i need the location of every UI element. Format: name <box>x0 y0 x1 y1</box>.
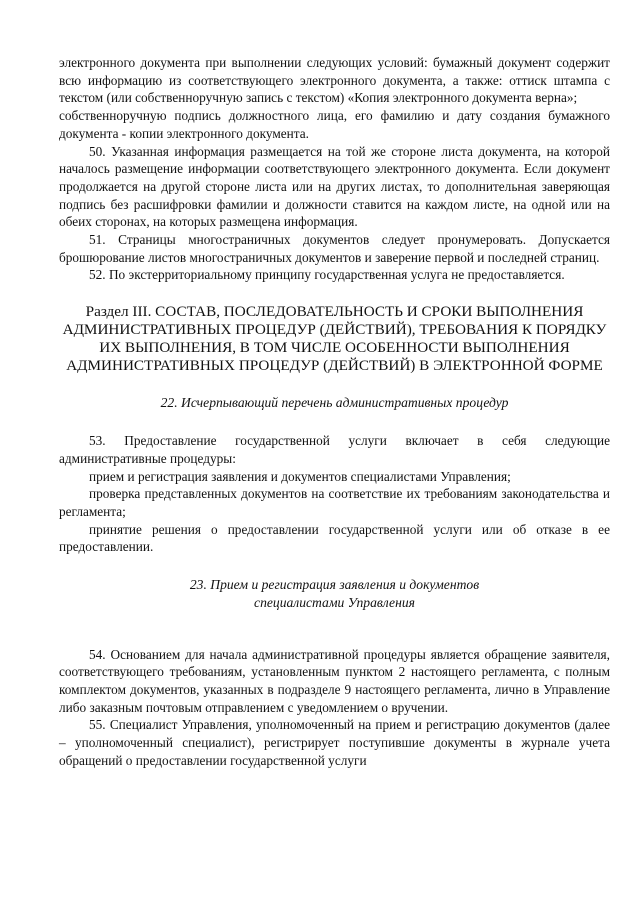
spacer <box>59 284 610 303</box>
procedure-item: прием и регистрация заявления и документов специалистами Управления; <box>89 468 511 484</box>
subsection-22-title: 22. Исчерпывающий перечень административных процедур <box>160 395 509 411</box>
paragraph-52: 52. По экстерриториальному принципу государственная услуга не предоставляется. <box>89 267 565 283</box>
paragraph-signature-note: собственноручную подпись должностного лица, его фамилию и дату создания бумажного документа - копии электронного документа. <box>59 108 610 141</box>
procedure-item: принятие решения о предоставлении государственной услуги или об отказе в ее предоставлении. <box>59 521 610 555</box>
spacer <box>59 556 610 576</box>
paragraph-54: 54. Основанием для начала административной процедуры является обращение заявителя, соответствующего требованиям, установленным пунктом 2 настоящего регламента, с полным комплектом документов, указанных в подразделе 9 настоящего регламента, лично в Управление либо заказным почтовым отправлением с уведомлением о вручении. <box>59 646 610 715</box>
paragraph-continuation: электронного документа при выполнении следующих условий: бумажный документ содержит всю информацию из соответствующего электронного документа, а также: оттиск штампа с текстом (или собственноручную запись с текстом) «Копия электронного документа верна»; <box>59 55 610 106</box>
paragraph-53: 53. Предоставление государственной услуги включает в себя следующие административные процедуры: <box>59 433 610 466</box>
paragraph-51: 51. Страницы многостраничных документов следует пронумеровать. Допускается брошюрование листов многостраничных документов и заверение первой и последней страниц. <box>59 232 610 265</box>
procedure-item: проверка представленных документов на соответствие их требованиям законодательства и регламента; <box>59 486 610 519</box>
spacer <box>59 612 610 646</box>
paragraph-50: 50. Указанная информация размещается на той же стороне листа документа, на которой началось размещение информации соответствующего электронного документа. Если документ продолжается на другой стороне листа или на других листах, то дополнительная заверяющая подпись без расшифровки фамилии и должности ставится на каждом листе, на одной или на обеих сторонах, на которых размещена информация. <box>59 143 610 230</box>
spacer <box>59 412 610 432</box>
subsection-23-title-line1: 23. Прием и регистрация заявления и документов <box>189 577 480 593</box>
subsection-23-title-line2: специалистами Управления <box>254 594 415 610</box>
section-title: Раздел III. СОСТАВ, ПОСЛЕДОВАТЕЛЬНОСТЬ И СРОКИ ВЫПОЛНЕНИЯ АДМИНИСТРАТИВНЫХ ПРОЦЕДУР (ДЕЙСТВИЙ), ТРЕБОВАНИЯ К ПОРЯДКУ ИХ ВЫПОЛНЕНИЯ, В ТОМ ЧИСЛЕ ОСОБЕННОСТИ ВЫПОЛНЕНИЯ АДМИНИСТРАТИВНЫХ ПРОЦЕДУР (ДЕЙСТВИЙ) В ЭЛЕКТРОННОЙ ФОРМЕ <box>62 303 607 374</box>
spacer <box>59 374 610 394</box>
paragraph-55: 55. Специалист Управления, уполномоченный на прием и регистрацию документов (далее – уполномоченный специалист), регистрирует поступившие документы в журнале учета обращений о предоставлении государственной услуги <box>59 717 610 768</box>
